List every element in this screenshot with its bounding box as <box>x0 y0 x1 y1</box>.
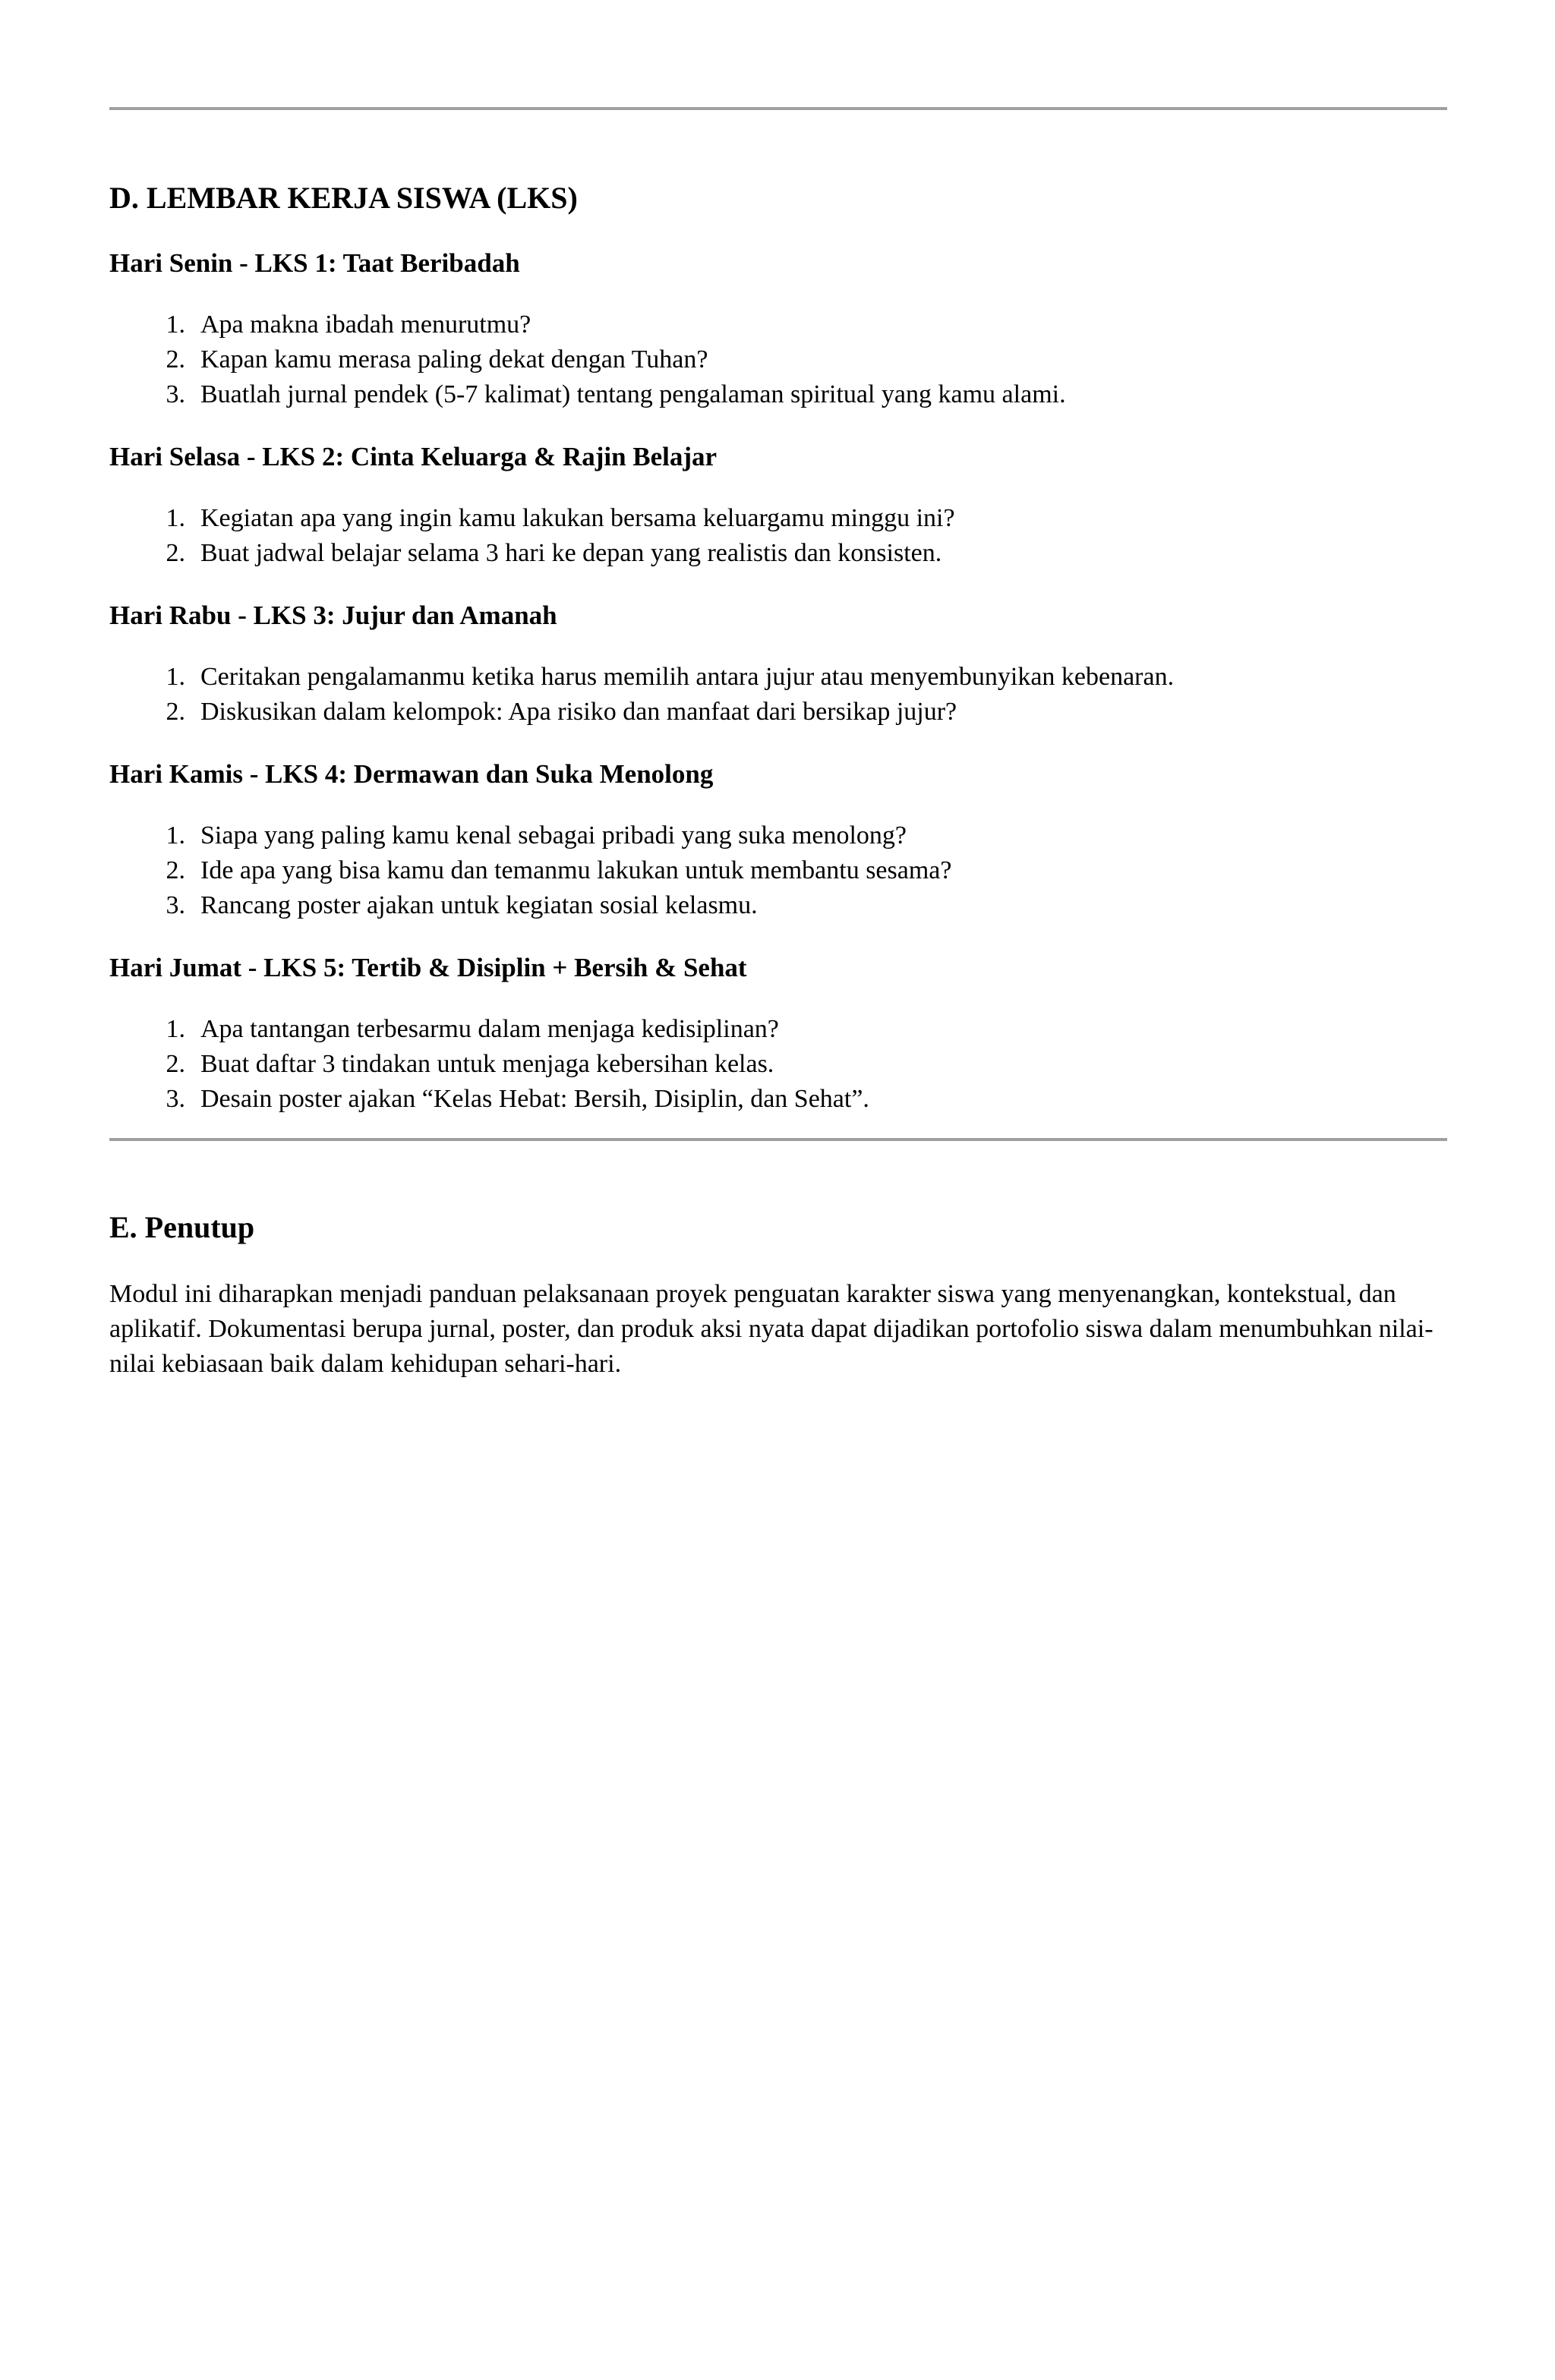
lks-title: Hari Kamis - LKS 4: Dermawan dan Suka Menolong <box>109 759 714 789</box>
list-item-number: 2. <box>166 698 185 726</box>
list-item-number: 3. <box>166 891 185 919</box>
list-item-text: Kapan kamu merasa paling dekat dengan Tuhan? <box>200 345 708 374</box>
lks-question-list <box>109 818 1447 923</box>
closing-paragraph: Modul ini diharapkan menjadi panduan pelaksanaan proyek penguatan karakter siswa yang menyenangkan, kontekstual, dan aplikatif. Dokumentasi berupa jurnal, poster, dan produk aksi nyata dapat dijadikan portofolio siswa dalam menumbuhkan nilai-nilai kebiasaan baik dalam kehidupan sehari-hari. <box>109 1280 1434 1378</box>
list-item <box>109 501 1447 536</box>
middle-divider <box>109 1138 1447 1141</box>
list-item-number: 2. <box>166 539 185 567</box>
list-item-text: Buat daftar 3 tindakan untuk menjaga kebersihan kelas. <box>200 1050 774 1078</box>
list-item <box>109 818 1447 853</box>
list-item-text: Rancang poster ajakan untuk kegiatan sosial kelasmu. <box>200 891 758 919</box>
list-item <box>109 536 1447 571</box>
list-item-number: 1. <box>166 821 185 850</box>
list-item-number: 1. <box>166 1015 185 1043</box>
list-item-text: Siapa yang paling kamu kenal sebagai pribadi yang suka menolong? <box>200 821 907 850</box>
list-item-number: 2. <box>166 856 185 884</box>
list-item <box>109 307 1447 342</box>
list-item-text: Ceritakan pengalamanmu ketika harus memilih antara jujur atau menyembunyikan kebenaran. <box>200 663 1175 691</box>
document-page <box>109 0 1447 1382</box>
list-item-number: 1. <box>166 663 185 691</box>
list-item-text: Desain poster ajakan “Kelas Hebat: Bersih, Disiplin, dan Sehat”. <box>200 1085 869 1113</box>
lks-title: Hari Senin - LKS 1: Taat Beribadah <box>109 248 520 278</box>
list-item <box>109 377 1447 412</box>
list-item-text: Ide apa yang bisa kamu dan temanmu lakukan untuk membantu sesama? <box>200 856 952 884</box>
list-item <box>109 1047 1447 1082</box>
list-item-number: 3. <box>166 380 185 408</box>
lks-title: Hari Jumat - LKS 5: Tertib & Disiplin + Bersih & Sehat <box>109 953 747 982</box>
list-item-text: Apa tantangan terbesarmu dalam menjaga kedisiplinan? <box>200 1015 779 1043</box>
list-item-number: 1. <box>166 504 185 532</box>
list-item-number: 1. <box>166 311 185 339</box>
lks-question-list <box>109 660 1447 730</box>
list-item <box>109 342 1447 377</box>
section-d-title: D. LEMBAR KERJA SISWA (LKS) <box>109 181 578 215</box>
list-item <box>109 660 1447 695</box>
list-item-text: Apa makna ibadah menurutmu? <box>200 311 531 339</box>
list-item <box>109 695 1447 730</box>
lks-question-list <box>109 307 1447 412</box>
list-item-number: 2. <box>166 345 185 374</box>
lks-title: Hari Selasa - LKS 2: Cinta Keluarga & Rajin Belajar <box>109 442 718 471</box>
list-item <box>109 853 1447 888</box>
lks-list <box>109 247 1447 1117</box>
list-item <box>109 888 1447 923</box>
list-item-text: Buatlah jurnal pendek (5-7 kalimat) tentang pengalaman spiritual yang kamu alami. <box>200 380 1066 408</box>
lks-title: Hari Rabu - LKS 3: Jujur dan Amanah <box>109 601 557 630</box>
list-item-text: Kegiatan apa yang ingin kamu lakukan bersama keluargamu minggu ini? <box>200 504 955 532</box>
list-item <box>109 1082 1447 1117</box>
list-item-number: 3. <box>166 1085 185 1113</box>
lks-question-list <box>109 501 1447 571</box>
section-e-title: E. Penutup <box>109 1210 255 1244</box>
list-item-text: Diskusikan dalam kelompok: Apa risiko dan manfaat dari bersikap jujur? <box>200 698 957 726</box>
top-divider <box>109 107 1447 110</box>
list-item-text: Buat jadwal belajar selama 3 hari ke depan yang realistis dan konsisten. <box>200 539 942 567</box>
list-item-number: 2. <box>166 1050 185 1078</box>
lks-question-list <box>109 1012 1447 1117</box>
list-item <box>109 1012 1447 1047</box>
